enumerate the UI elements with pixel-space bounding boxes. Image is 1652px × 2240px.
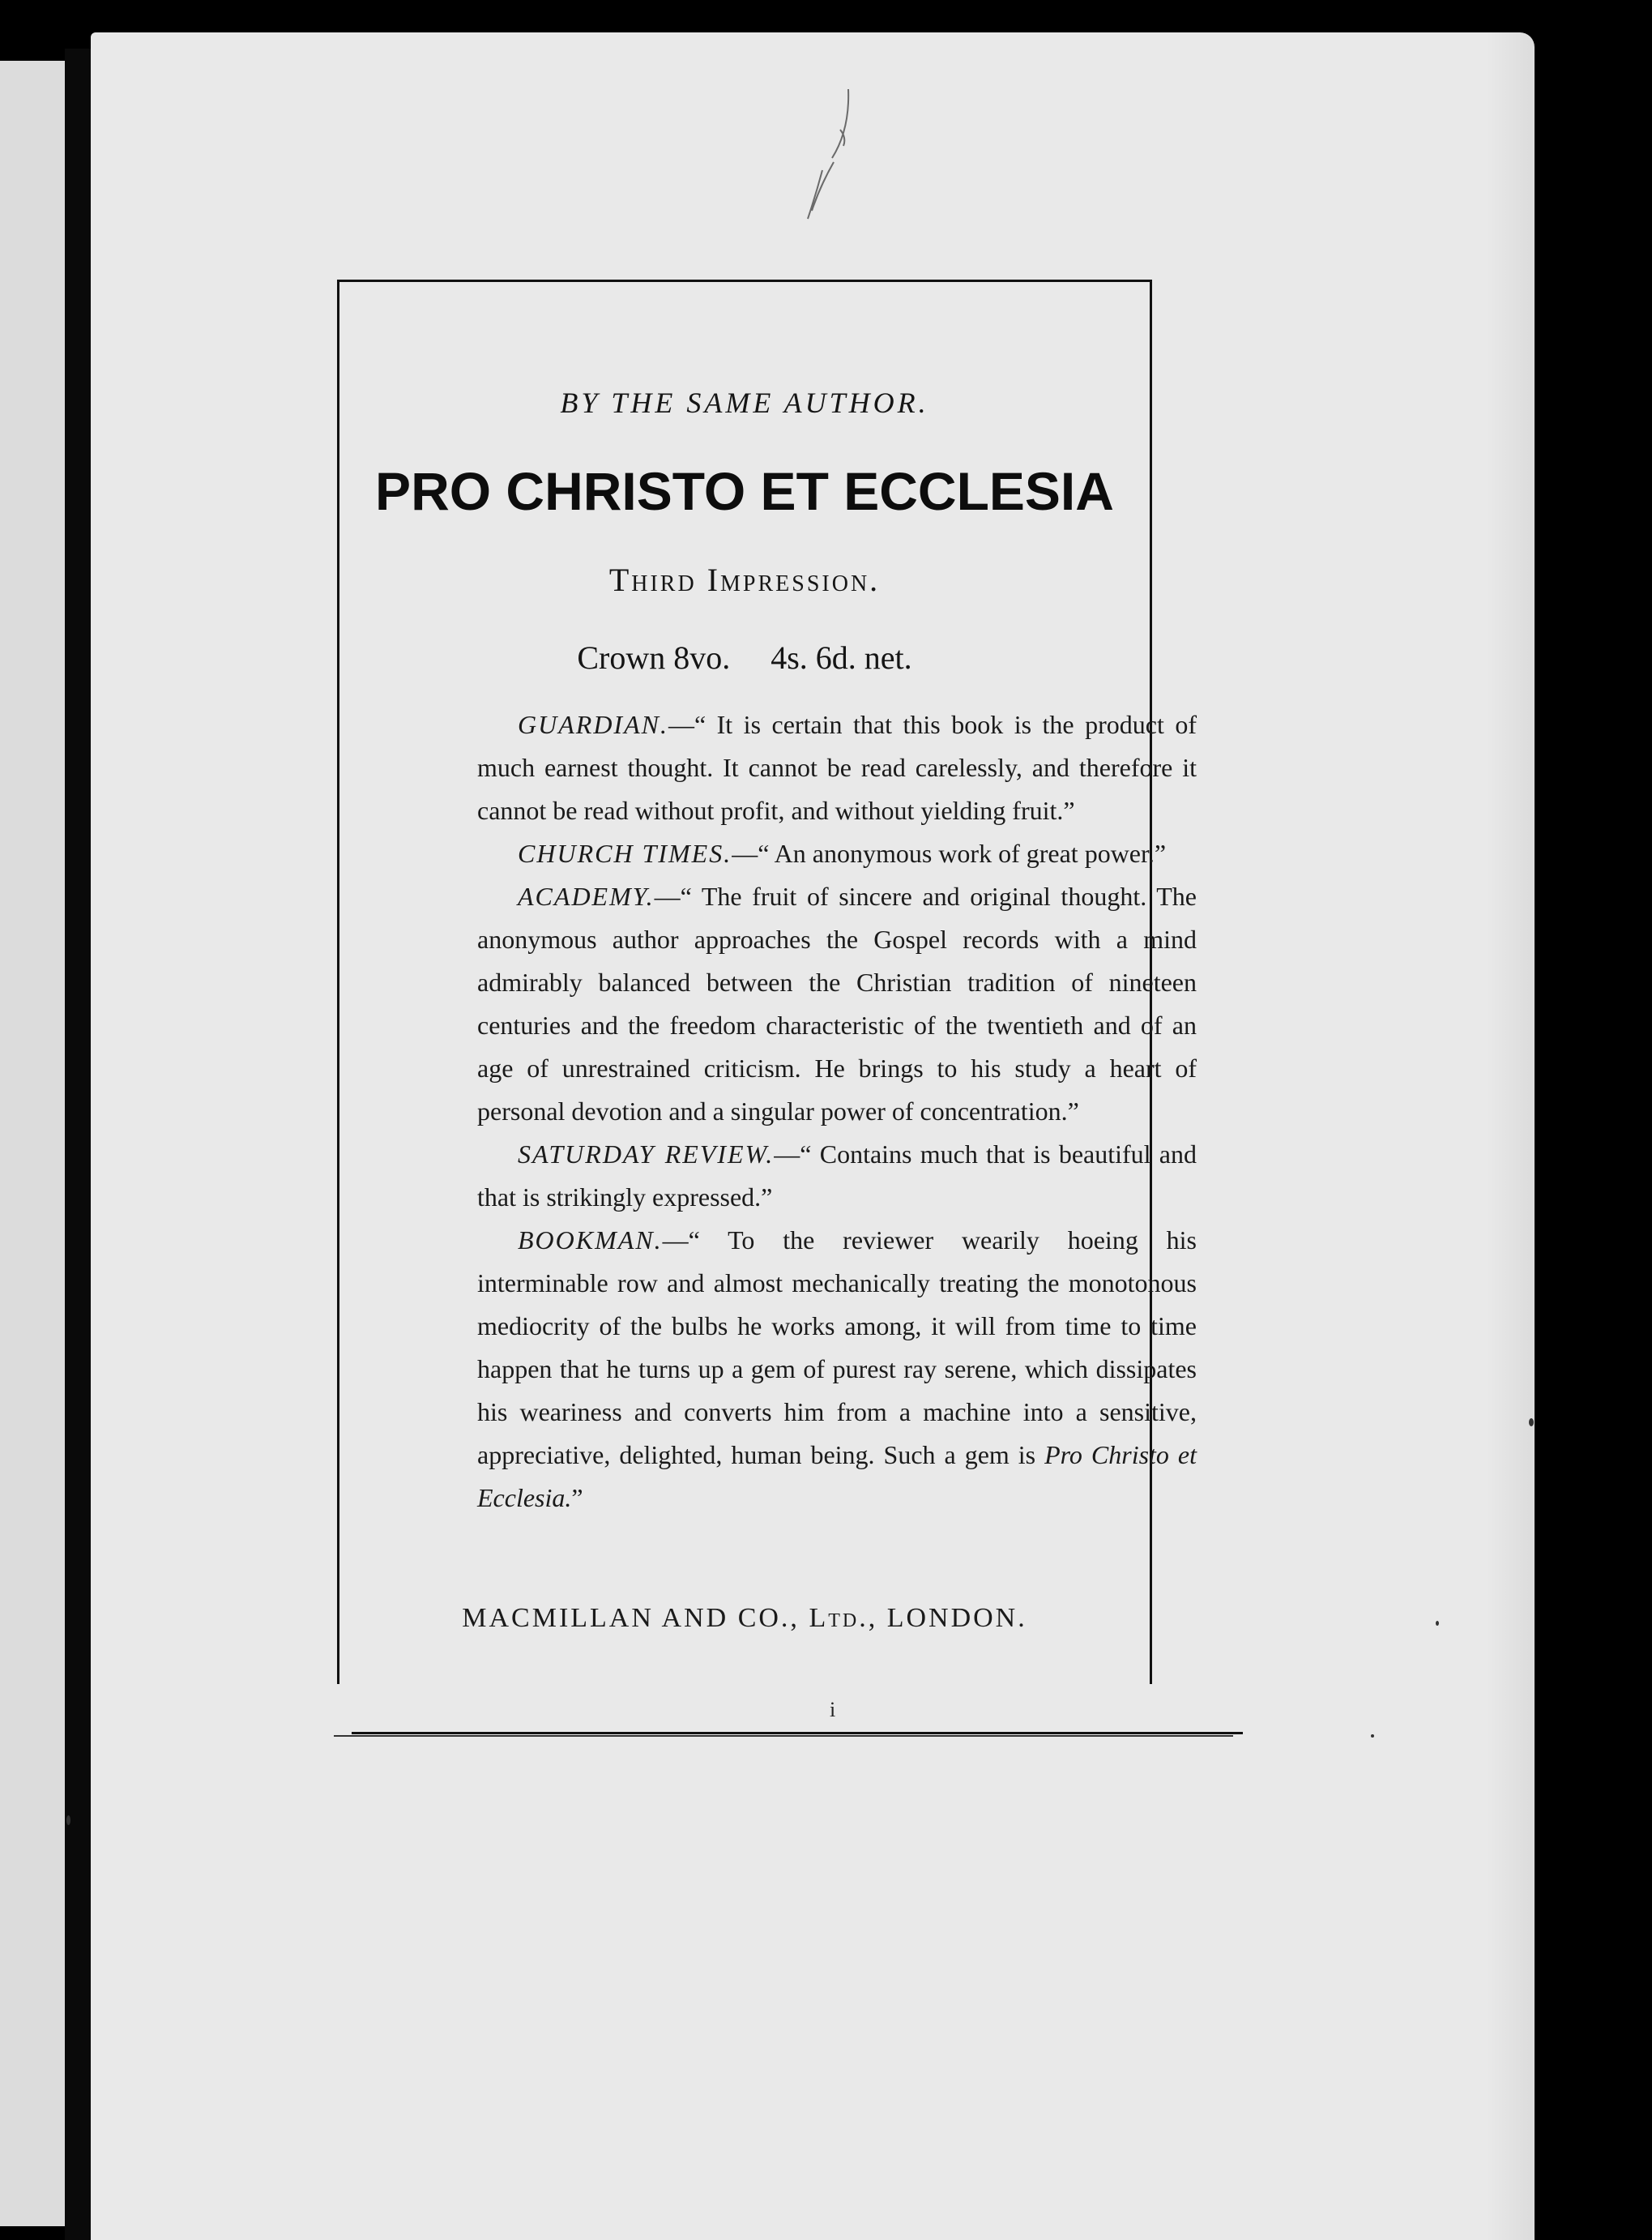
review-source: SATURDAY REVIEW. [518, 1139, 775, 1169]
review-closing-quote: ” [571, 1483, 583, 1512]
publisher-city: , LONDON. [868, 1603, 1027, 1633]
impression-line: Third Impression. [608, 562, 881, 598]
review-text: —“ The fruit of sincere and original thought. The anonymous author approaches the Gospel records with a mind admirably balanced between the Christian tradition of nineteen centuries and the freedom characteristic of the twentieth and of an age of unrestrained criticism. He brings to his study a heart of personal devotion and a singular power of concentration.” [477, 882, 1197, 1126]
review-text: —“ Contains much that is beautiful and that is strikingly expressed.” [477, 1139, 1197, 1212]
box-bottom-rule [352, 1732, 1243, 1734]
review-bookman [477, 1219, 1197, 1520]
review-text: —“ To the reviewer wearily hoeing his interminable row and almost mechanically treating the monotonous mediocrity of the bulbs he works among, it will from time to time happen that he turns up a gem of purest ray serene, which dissipates his weariness and converts him from a machine into a sensitive, appreciative, delighted, human being. Such a gem is [477, 1225, 1197, 1469]
dust-speck [1371, 1734, 1374, 1738]
dust-speck [1436, 1621, 1439, 1626]
review-source: ACADEMY. [518, 882, 655, 911]
publisher-ltd: Ltd. [809, 1603, 869, 1633]
page-shading [1486, 32, 1535, 2240]
review-text: —“ An anonymous work of great power.” [732, 839, 1167, 868]
publisher-line [339, 1603, 1150, 1634]
dust-speck [66, 1815, 70, 1825]
advertisement-box [337, 280, 1197, 1684]
review-text: —“ It is certain that this book is the product of much earnest thought. It cannot be read carelessly, and therefore it cannot be read without profit, and without yielding fruit.” [477, 710, 1197, 825]
page-number: i [830, 1698, 836, 1721]
review-guardian [477, 703, 1197, 832]
review-source: CHURCH TIMES. [518, 839, 732, 868]
publisher-name: MACMILLAN AND CO., [462, 1603, 809, 1633]
review-italic-title: Pro Christo et Ecclesia. [477, 1440, 1197, 1512]
scanned-page [91, 32, 1535, 2240]
box-bottom-rule-inner [334, 1735, 1233, 1737]
by-line: BY THE SAME AUTHOR. [560, 387, 929, 419]
review-academy [477, 875, 1197, 1133]
review-source: GUARDIAN. [518, 710, 668, 739]
review-source: BOOKMAN. [518, 1225, 663, 1255]
edition-line [339, 639, 1150, 677]
pencil-mark [775, 81, 873, 227]
review-saturday-review [477, 1133, 1197, 1219]
dust-speck [1529, 1418, 1534, 1426]
format-label: Crown 8vo. [577, 639, 731, 676]
review-church-times [477, 832, 1197, 875]
book-title: PRO CHRISTO ET ECCLESIA [375, 461, 1114, 521]
price-label: 4s. 6d. net. [771, 639, 912, 676]
previous-page-edge [0, 61, 75, 2226]
page-gutter [65, 49, 91, 2240]
reviews [477, 703, 1197, 1520]
